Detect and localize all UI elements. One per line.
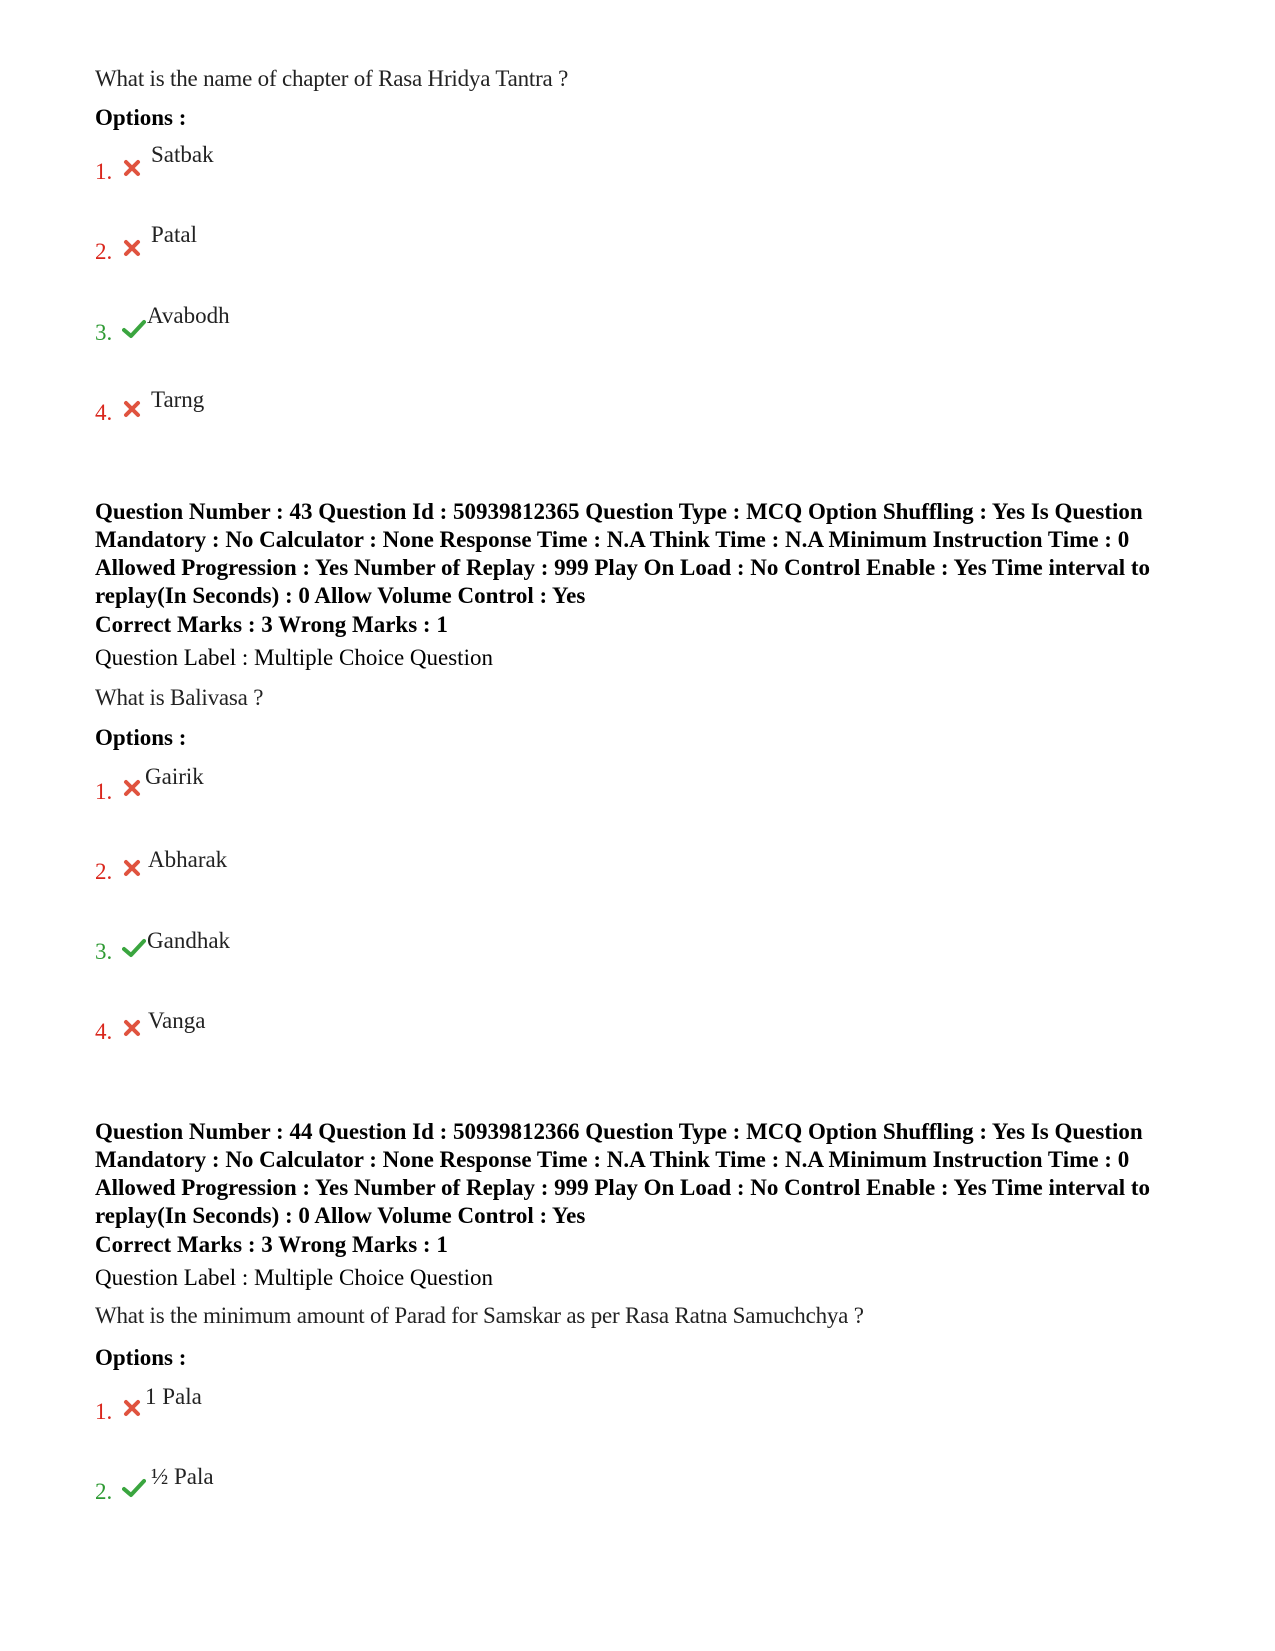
options-heading: Options : — [95, 1345, 187, 1370]
option-number: 4. — [95, 1019, 113, 1044]
cross-icon — [122, 858, 142, 878]
option-item — [95, 303, 695, 343]
option-number: 3. — [95, 320, 113, 345]
option-item — [95, 387, 695, 427]
question-meta: Question Number : 43 Question Id : 50939812365 Question Type : MCQ Option Shuffling : Yes Is Question Mandatory : No Calculator : None Response Time : N.A Think Time : N.A Minimum Instruction Time : 0 Allowed Progression : Yes Number of Replay : 999 Play On Load : No Control Enable : Yes Time interval to replay(In Seconds) : 0 Allow Volume Control : Yes — [95, 499, 1151, 608]
cross-icon — [122, 1018, 142, 1038]
option-text: Vanga — [148, 1008, 206, 1033]
option-number: 3. — [95, 939, 113, 964]
question-text: What is the name of chapter of Rasa Hridya Tantra ? — [95, 66, 569, 91]
check-icon — [122, 938, 146, 958]
option-number: 2. — [95, 1479, 113, 1504]
option-text: Patal — [151, 222, 197, 247]
option-item — [95, 1464, 695, 1504]
cross-icon — [122, 158, 142, 178]
option-text: Gairik — [145, 764, 204, 789]
option-item — [95, 847, 695, 887]
option-text: Tarng — [151, 387, 205, 412]
cross-icon — [122, 238, 142, 258]
option-text: Avabodh — [147, 303, 230, 328]
option-number: 2. — [95, 239, 113, 264]
cross-icon — [122, 399, 142, 419]
option-number: 1. — [95, 1399, 113, 1424]
option-item — [95, 928, 695, 968]
cross-icon — [122, 1398, 142, 1418]
option-item — [95, 764, 695, 804]
question-text: What is the minimum amount of Parad for Samskar as per Rasa Ratna Samuchchya ? — [95, 1303, 864, 1328]
options-heading: Options : — [95, 725, 187, 750]
question-label: Question Label : Multiple Choice Question — [95, 645, 493, 670]
option-item — [95, 222, 695, 262]
check-icon — [122, 1478, 146, 1498]
question-meta: Question Number : 44 Question Id : 50939812366 Question Type : MCQ Option Shuffling : Yes Is Question Mandatory : No Calculator : None Response Time : N.A Think Time : N.A Minimum Instruction Time : 0 Allowed Progression : Yes Number of Replay : 999 Play On Load : No Control Enable : Yes Time interval to replay(In Seconds) : 0 Allow Volume Control : Yes — [95, 1119, 1151, 1228]
option-text: 1 Pala — [145, 1384, 202, 1409]
option-number: 1. — [95, 159, 113, 184]
option-item — [95, 1008, 695, 1048]
cross-icon — [122, 778, 142, 798]
option-text: Gandhak — [147, 928, 231, 953]
option-text: ½ Pala — [151, 1464, 214, 1489]
marks-info: Correct Marks : 3 Wrong Marks : 1 — [95, 612, 448, 637]
option-number: 1. — [95, 779, 113, 804]
options-heading: Options : — [95, 105, 187, 130]
question-text: What is Balivasa ? — [95, 685, 264, 710]
option-number: 4. — [95, 400, 113, 425]
marks-info: Correct Marks : 3 Wrong Marks : 1 — [95, 1232, 448, 1257]
question-label: Question Label : Multiple Choice Question — [95, 1265, 493, 1290]
option-text: Abharak — [148, 847, 228, 872]
option-item — [95, 1384, 695, 1424]
option-number: 2. — [95, 859, 113, 884]
check-icon — [122, 319, 146, 339]
option-item — [95, 142, 695, 182]
option-text: Satbak — [151, 142, 214, 167]
